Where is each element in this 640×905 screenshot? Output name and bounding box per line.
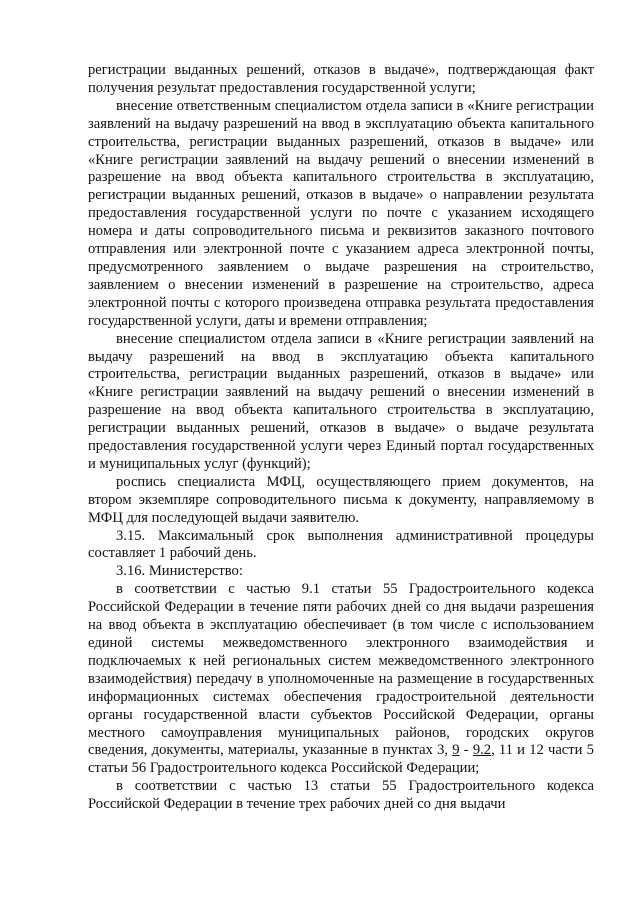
paragraph-part-13 [88,778,594,814]
text-run: - [459,742,473,759]
paragraph-3-15-deadline [88,528,594,564]
link-item-9-2[interactable]: 9.2 [472,742,492,759]
document-page [88,62,594,814]
text-run: внесение специалистом отдела записи в «Книге регистрации заявлений на выдачу разрешений на ввод в эксплуатацию объекта капитального строительства, регистрации выданных разрешений, отказов в выдаче» или «Книге регистрации заявлений на выдачу решений о внесении изменений в разрешение на ввод объекта капитального строительства в эксплуатацию, регистрации выданных решений, отказов в выдаче» о выдаче результата предоставления государственной услуги через Единый портал государственных и муниципальных услуг (функций); [88,330,594,472]
text-run: 3.15. Максимальный срок выполнения административной процедуры составляет 1 рабочий день. [88,527,594,562]
text-run: внесение ответственным специалистом отдела записи в «Книге регистрации заявлений на выдачу разрешений на ввод в эксплуатацию объекта капитального строительства, регистрации выданных разрешений, отказов в выдаче» или «Книге регистрации заявлений на выдачу решений о внесении изменений в разрешение на ввод объекта капитального строительства в эксплуатацию, регистрации выданных решений, отказов в выдаче» о направлении результата предоставления государственной услуги по почте с указанием исходящего номера и даты сопроводительного письма и реквизитов заказного почтового отправления или электронной почте с указанием адреса электронной почты, предусмотренного заявлением о выдаче разрешения на строительство, заявлением о внесении изменений в разрешение на строительство, адреса электронной почты с которого произведена отправка результата предоставления государственной услуги, даты и времени отправления; [88,97,594,329]
text-run: роспись специалиста МФЦ, осуществляющего прием документов, на втором экземпляре сопроводительного письма к документу, направляемому в МФЦ для последующей выдачи заявителю. [88,473,594,526]
paragraph-book-entry-responsible [88,98,594,331]
link-item-9[interactable]: 9 [452,742,460,759]
paragraph-mfc-signature [88,474,594,528]
paragraph-3-16-heading [88,563,594,581]
text-run: , 11 и 12 части 5 статьи 56 Градостроительного кодекса Российской Федерации; [88,742,594,777]
paragraph-registration-confirmation [88,62,594,98]
paragraph-part-9-1 [88,581,594,778]
text-run: регистрации выданных решений, отказов в выдаче», подтверждающая факт получения результат предоставления государственной услуги; [88,62,594,96]
text-run: в соответствии с частью 13 статьи 55 Градостроительного кодекса Российской Федерации в течение трех рабочих дней со дня выдачи [88,778,594,813]
paragraph-book-entry-portal [88,331,594,474]
text-run: 3.16. Министерство: [116,563,243,580]
text-run: в соответствии с частью 9.1 статьи 55 Градостроительного кодекса Российской Федерации в течение пяти рабочих дней со дня выдачи разрешения на ввод объекта в эксплуатацию обеспечивает (в том числе с использованием единой системы межведомственного электронного взаимодействия и подключаемых к ней региональных систем межведомственного электронного взаимодействия) передачу в уполномоченные на размещение в государственных информационных системах обеспечения градостроительной деятельности органы государственной власти субъектов Российской Федерации, органы местного самоуправления муниципальных районов, городских округов сведения, документы, материалы, указанные в пунктах 3, [88,581,594,759]
